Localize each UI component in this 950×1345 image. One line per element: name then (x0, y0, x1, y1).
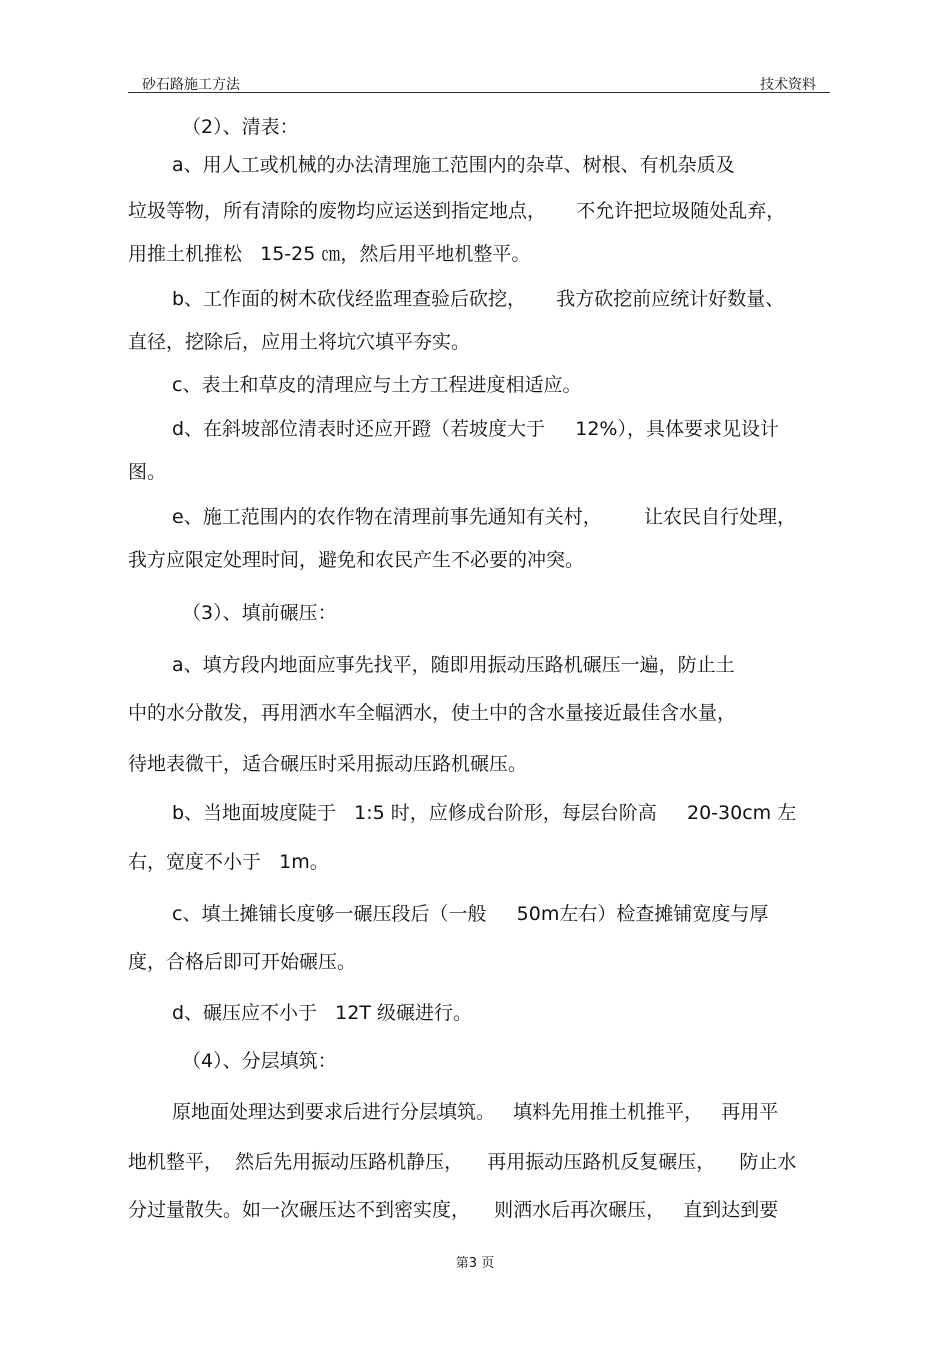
section-heading: （4）、分层填筑： (182, 1050, 337, 1072)
paragraph-line: 我方应限定处理时间，避免和农民产生不必要的冲突。 (128, 549, 585, 571)
paragraph-line: b、工作面的树木砍伐经监理查验后砍挖， 我方砍挖前应统计好数量、 (172, 288, 785, 310)
page-header (128, 72, 830, 93)
paragraph-line: 垃圾等物，所有清除的废物均应运送到指定地点， 不允许把垃圾随处乱弃， (128, 200, 786, 222)
paragraph-line: c、填土摊铺长度够一碾压段后（一般 50m左右）检查摊铺宽度与厚 (172, 903, 769, 925)
paragraph-line: d、在斜坡部位清表时还应开蹬（若坡度大于 12%），具体要求见设计 (172, 418, 779, 440)
paragraph-line: 度，合格后即可开始碾压。 (128, 951, 357, 973)
page-number: 第3 页 (455, 1256, 495, 1271)
paragraph-line: d、碾压应不小于 12T 级碾进行。 (172, 1002, 473, 1024)
section-heading: （3）、填前碾压： (182, 602, 337, 624)
paragraph-line: 地机整平， 然后先用振动压路机静压， 再用振动压路机反复碾压， 防止水 (128, 1151, 797, 1173)
paragraph-line: e、施工范围内的农作物在清理前事先通知有关村， 让农民自行处理， (172, 506, 796, 528)
paragraph-line: 分过量散失。如一次碾压达不到密实度， 则洒水后再次碾压， 直到达到要 (128, 1199, 779, 1221)
paragraph-line: 用推土机推松 15-25 ㎝，然后用平地机整平。 (128, 243, 531, 265)
paragraph-line: 图。 (128, 461, 167, 483)
paragraph-line: b、当地面坡度陡于 1:5 时，应修成台阶形，每层台阶高 20-30cm 左 (172, 802, 797, 824)
paragraph-line: 右，宽度不小于 1m。 (128, 851, 329, 873)
paragraph-line: 待地表微干，适合碾压时采用振动压路机碾压。 (128, 753, 528, 775)
paragraph-line: 原地面处理达到要求后进行分层填筑。 填料先用推土机推平， 再用平 (172, 1101, 779, 1123)
header-title: 砂石路施工方法 (142, 77, 240, 93)
paragraph-line: 中的水分散发，再用洒水车全幅洒水，使土中的含水量接近最佳含水量， (128, 702, 737, 724)
section-heading: （2）、清表： (182, 116, 299, 138)
header-category: 技术资料 (760, 77, 816, 93)
paragraph-line: c、表土和草皮的清理应与土方工程进度相适应。 (172, 374, 582, 396)
paragraph-line: a、填方段内地面应事先找平，随即用振动压路机碾压一遍，防止土 (172, 654, 735, 676)
paragraph-line: 直径，挖除后，应用土将坑穴填平夯实。 (128, 331, 471, 353)
paragraph-line: a、用人工或机械的办法清理施工范围内的杂草、树根、有机杂质及 (172, 154, 735, 176)
